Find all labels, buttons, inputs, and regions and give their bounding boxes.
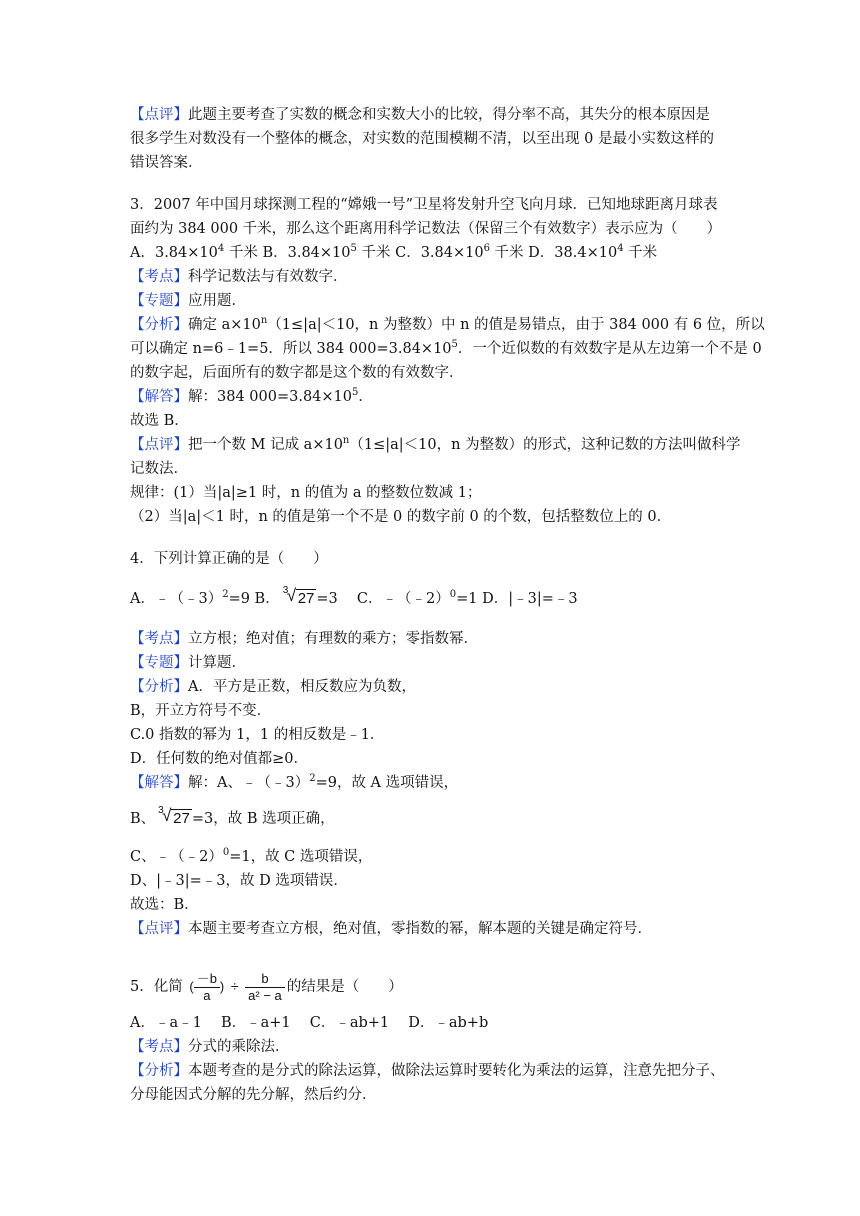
option-c-tail: =1 D．|﹣3|=﹣3	[456, 591, 578, 607]
comment-text: 错误答案．	[130, 155, 203, 171]
exam-point-text: 科学记数法与有效数字．	[188, 269, 348, 285]
analysis-text: 确定 a×10	[188, 317, 261, 333]
comment-line	[130, 104, 710, 126]
option-c: C．3.84×10	[395, 245, 484, 261]
topic-tag: 【专题】	[130, 293, 188, 309]
comment-tag: 【点评】	[130, 921, 188, 937]
analysis-text: 本题考查的是分式的除法运算，做除法运算时要转化为乘法的运算，注意先把分子、	[188, 1063, 725, 1079]
cube-root-expression	[282, 585, 317, 610]
solution-tag: 【解答】	[130, 389, 188, 405]
question-4-options	[130, 585, 578, 610]
fraction-numerator: －b	[196, 970, 217, 986]
analysis-exponent: 5	[451, 339, 458, 351]
rule-text: （2）当|a|＜1 时，n 的值是第一个不是 0 的数字前 0 的个数，包括整数位上的 0．	[130, 509, 672, 525]
option-c-exponent: 0	[449, 589, 457, 601]
root-radicand: 27	[173, 810, 190, 827]
radical-sign-icon: √	[162, 806, 172, 825]
question-3-stem	[130, 218, 721, 240]
analysis-text: ．一个近似数的有效数字是从左边第一个不是 0	[457, 341, 762, 357]
topic-text: 应用题．	[188, 293, 246, 309]
answer-text: 故选 B．	[130, 413, 189, 429]
comment-line	[130, 128, 714, 150]
solution-line	[130, 846, 372, 868]
comment-text: （1≤|a|＜10，n 为整数）的形式，这种记数的方法叫做科学	[349, 437, 741, 453]
rule-line	[130, 506, 671, 528]
comment-tag: 【点评】	[130, 437, 188, 453]
analysis-line	[130, 1084, 377, 1106]
fraction-numerator: b	[261, 970, 269, 986]
divide-sign: ÷	[230, 978, 239, 994]
analysis-line	[130, 748, 308, 770]
solution-line	[130, 870, 348, 892]
root-index: 3	[282, 585, 289, 596]
solution-text: 解：384 000=3.84×10	[188, 389, 352, 405]
question-5-stem	[130, 964, 403, 1009]
analysis-text: A．平方是正数，相反数应为负数，	[188, 679, 416, 695]
analysis-tag: 【分析】	[130, 317, 188, 333]
analysis-line	[130, 1060, 725, 1082]
solution-exponent: 0	[222, 847, 230, 859]
answer-choice	[130, 410, 189, 432]
analysis-text: D．任何数的绝对值都≥0．	[130, 751, 308, 767]
rule-line	[130, 482, 481, 504]
comment-exponent: n	[342, 435, 350, 447]
option-c-unit: 千米	[489, 245, 524, 261]
cube-root-expression	[157, 805, 192, 830]
option-a: A．3.84×10	[130, 245, 218, 261]
comment-line	[130, 434, 741, 456]
option-d: D．38.4×10	[528, 245, 618, 261]
comment-text: 把一个数 M 记成 a×10	[188, 437, 343, 453]
topic-tag: 【专题】	[130, 655, 188, 671]
option-b: B．3.84×10	[262, 245, 351, 261]
option-d-exponent: 4	[617, 243, 624, 255]
analysis-exponent: n	[260, 315, 268, 327]
option-a-exponent: 4	[217, 243, 225, 255]
solution-text: ．	[358, 389, 373, 405]
solution-text: B、	[130, 811, 156, 827]
option-a-unit: 千米	[224, 245, 258, 261]
analysis-text: 的数字起，后面所有的数字都是这个数的有效数字．	[130, 365, 464, 381]
exam-point-tag: 【考点】	[130, 269, 188, 285]
topic	[130, 290, 246, 312]
exam-point-tag: 【考点】	[130, 1039, 188, 1055]
solution-text: =9，故 A 选项错误，	[315, 775, 459, 791]
solution-exponent: 5	[352, 387, 359, 399]
analysis-text: C.0 指数的幂为 1，1 的相反数是﹣1．	[130, 727, 385, 743]
stem-text: 4．下列计算正确的是（ ）	[130, 551, 328, 567]
exam-point	[130, 266, 348, 288]
stem-text: 的结果是（ ）	[286, 979, 403, 995]
analysis-tag: 【分析】	[130, 679, 188, 695]
solution-text: C、﹣（﹣2）	[130, 849, 223, 865]
analysis-line	[130, 700, 271, 722]
solution-line	[130, 772, 458, 794]
exam-point	[130, 1036, 290, 1058]
exam-point-tag: 【考点】	[130, 631, 188, 647]
fraction-denominator: a	[194, 987, 220, 1004]
answer-text: 故选：B．	[130, 897, 199, 913]
stem-text: 面约为 384 000 千米，那么这个距离用科学记数法（保留三个有效数字）表示应为（ ）	[130, 221, 722, 237]
comment-line	[130, 152, 203, 174]
analysis-text: （1≤|a|＜10，n 为整数）中 n 的值是易错点，由于 384 000 有 6 位，所以	[267, 317, 765, 333]
solution-text: =1，故 C 选项错误，	[229, 849, 373, 865]
exam-point-text: 分式的乘除法．	[188, 1039, 290, 1055]
topic	[130, 652, 246, 674]
comment-text: 本题主要考查立方根，绝对值，零指数的幂，解本题的关键是确定符号．	[188, 921, 652, 937]
fraction-b-over-a2-minus-a	[245, 971, 285, 1004]
root-radicand: 27	[297, 590, 315, 607]
analysis-text: 分母能因式分解的先分解，然后约分．	[130, 1087, 377, 1103]
comment-line	[130, 458, 188, 480]
analysis-line	[130, 676, 416, 698]
exam-point	[130, 628, 478, 650]
option-b-exponent: 5	[350, 243, 357, 255]
question-3-stem	[130, 194, 718, 216]
root-index: 3	[158, 805, 164, 816]
solution-exponent: 2	[309, 773, 316, 785]
solution-text: 解：A、﹣（﹣3）	[188, 775, 310, 791]
analysis-text: B，开立方符号不变．	[130, 703, 272, 719]
option-b-unit: 千米	[356, 245, 391, 261]
comment-text: 记数法．	[130, 461, 188, 477]
solution-line	[130, 805, 335, 830]
analysis-tag: 【分析】	[130, 1063, 188, 1079]
option-a-exponent: 2	[222, 589, 229, 601]
analysis-line	[130, 314, 765, 336]
solution-text: =3，故 B 选项正确，	[191, 811, 335, 827]
solution-line	[130, 386, 373, 408]
option-a-tail: =9 B．	[228, 591, 280, 607]
radical-sign-icon: √	[286, 586, 297, 605]
stem-text: 3．2007 年中国月球探测工程的“嫦娥一号”卫星将发射升空飞向月球．已知地球距离月球表	[130, 197, 718, 213]
option-c-exponent: 6	[483, 243, 490, 255]
topic-text: 计算题．	[188, 655, 246, 671]
question-4-stem	[130, 548, 328, 570]
stem-text: 5．化简	[130, 979, 183, 995]
analysis-line	[130, 724, 384, 746]
option-a: A．﹣（﹣3）	[130, 591, 223, 607]
comment-tag: 【点评】	[130, 107, 188, 123]
comment-line	[130, 918, 652, 940]
analysis-line	[130, 338, 762, 360]
solution-text: D、|﹣3|=﹣3，故 D 选项错误．	[130, 873, 348, 889]
options-text: A．﹣a﹣1 B．﹣a+1 C．﹣ab+1 D．﹣ab+b	[130, 1015, 489, 1031]
rule-text: 规律：(1）当|a|≥1 时，n 的值为 a 的整数位数减 1；	[130, 485, 482, 501]
option-b-tail: =3 C．﹣（﹣2）	[316, 591, 450, 607]
analysis-line	[130, 362, 464, 384]
exam-point-text: 立方根；绝对值；有理数的乘方；零指数幂．	[188, 631, 478, 647]
solution-tag: 【解答】	[130, 775, 188, 791]
answer-choice	[130, 894, 199, 916]
question-5-options	[130, 1012, 488, 1034]
comment-text: 此题主要考查了实数的概念和实数大小的比较，得分率不高，其失分的根本原因是	[188, 107, 710, 123]
option-d-unit: 千米	[623, 245, 658, 261]
fraction-denominator: a² − a	[245, 987, 285, 1004]
comment-text: 很多学生对数没有一个整体的概念，对实数的范围模糊不清，以至出现 0 是最小实数这样的	[130, 131, 714, 147]
fraction-neg-b-over-a: ( $\frac{-b}{a}$ )	[189, 970, 225, 1003]
question-3-options	[130, 242, 657, 264]
analysis-text: 可以确定 n=6﹣1=5．所以 384 000=3.84×10	[130, 341, 452, 357]
